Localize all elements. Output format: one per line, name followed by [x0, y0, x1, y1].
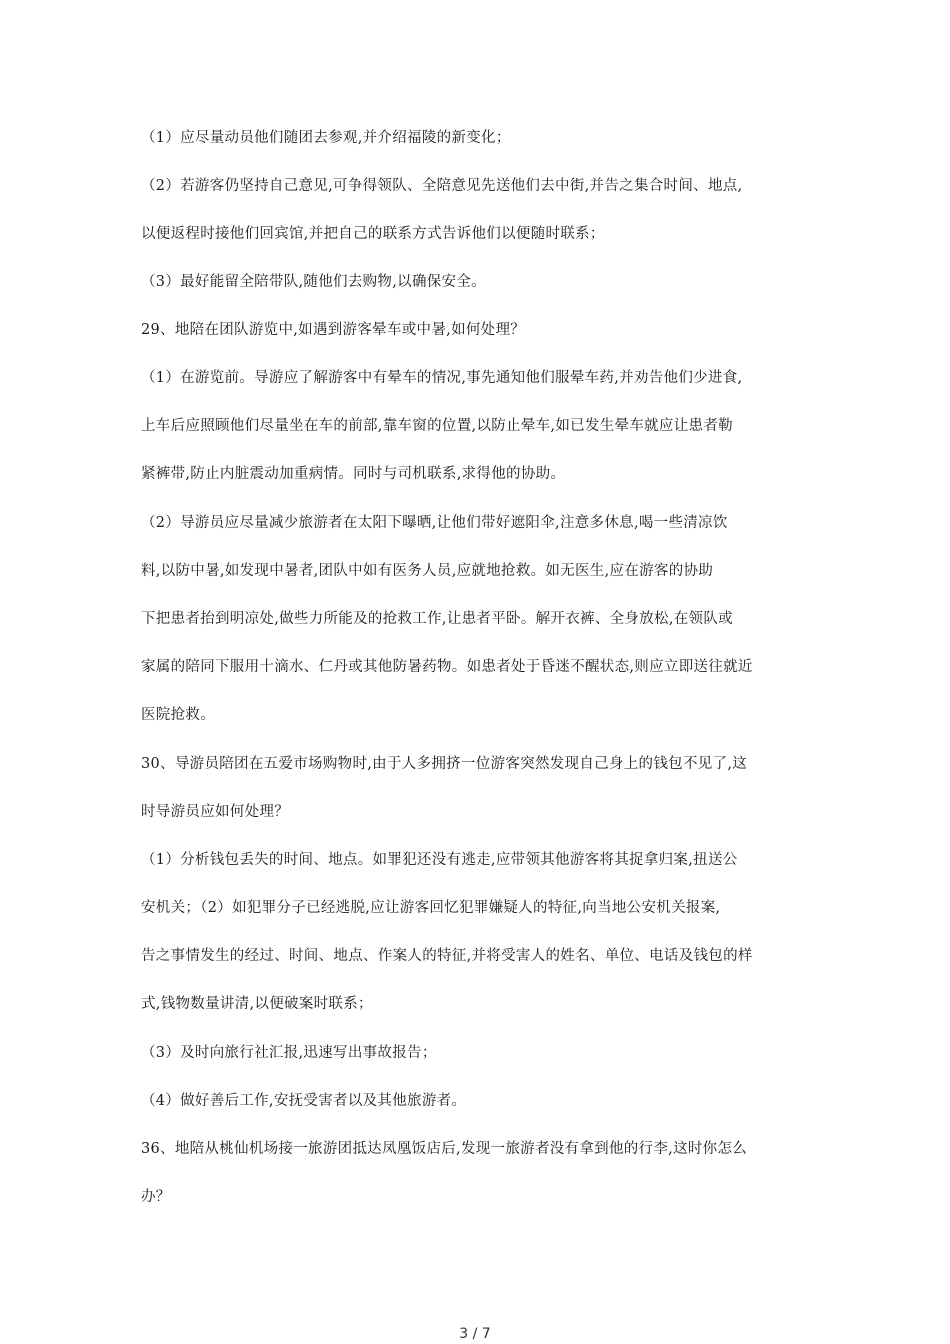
text-line: （2）导游员应尽量减少旅游者在太阳下曝晒,让他们带好遮阳伞,注意多休息,喝一些清凉饮 [141, 515, 728, 531]
text-line: （2）若游客仍坚持自己意见,可争得领队、全陪意见先送他们去中街,并告之集合时间、地点, [141, 178, 743, 194]
text-line: （3）及时向旅行社汇报,迅速写出事故报告； [141, 1045, 437, 1061]
text-line: （1）应尽量动员他们随团去参观,并介绍福陵的新变化； [141, 130, 511, 146]
text-line: 下把患者抬到明凉处,做些力所能及的抢救工作,让患者平卧。解开衣裤、全身放松,在领队或 [141, 611, 733, 627]
text-line: 上车后应照顾他们尽量坐在车的前部,靠车窗的位置,以防止晕车,如已发生晕车就应让患者勒 [141, 418, 733, 434]
text-line: 式,钱物数量讲清,以便破案时联系； [141, 996, 373, 1012]
text-line: 告之事情发生的经过、时间、地点、作案人的特征,并将受害人的姓名、单位、电话及钱包的样 [141, 948, 753, 964]
text-line: 以便返程时接他们回宾馆,并把自己的联系方式告诉他们以便随时联系； [141, 226, 605, 242]
text-line: （4）做好善后工作,安抚受害者以及其他旅游者。 [141, 1093, 467, 1109]
text-line: （1）在游览前。导游应了解游客中有晕车的情况,事先通知他们服晕车药,并劝告他们少进食, [141, 370, 743, 386]
text-line: 家属的陪同下服用十滴水、仁丹或其他防暑药物。如患者处于昏迷不醒状态,则应立即送往就近 [141, 659, 753, 675]
text-line: 29、地陪在团队游览中,如遇到游客晕车或中暑,如何处理？ [141, 322, 526, 338]
text-line: 紧裤带,防止内脏震动加重病情。同时与司机联系,求得他的协助。 [141, 466, 566, 482]
text-line: 时导游员应如何处理？ [141, 804, 289, 820]
text-line: 料,以防中暑,如发现中暑者,团队中如有医务人员,应就地抢救。如无医生,应在游客的协助 [141, 563, 714, 579]
text-line: 安机关；（2）如犯罪分子已经逃脱,应让游客回忆犯罪嫌疑人的特征,向当地公安机关报案, [141, 900, 721, 916]
page-number: 3 / 7 [459, 1326, 491, 1342]
text-line: 办？ [141, 1189, 171, 1205]
text-line: （3）最好能留全陪带队,随他们去购物,以确保安全。 [141, 274, 486, 290]
text-line: 医院抢救。 [141, 707, 215, 723]
text-line: 36、地陪从桃仙机场接一旅游团抵达凤凰饭店后,发现一旅游者没有拿到他的行李,这时你怎么 [141, 1141, 748, 1157]
text-line: 30、导游员陪团在五爱市场购物时,由于人多拥挤一位游客突然发现自己身上的钱包不见了,这 [141, 756, 748, 772]
text-line: （1）分析钱包丢失的时间、地点。如罪犯还没有逃走,应带领其他游客将其捉拿归案,扭送公 [141, 852, 738, 868]
